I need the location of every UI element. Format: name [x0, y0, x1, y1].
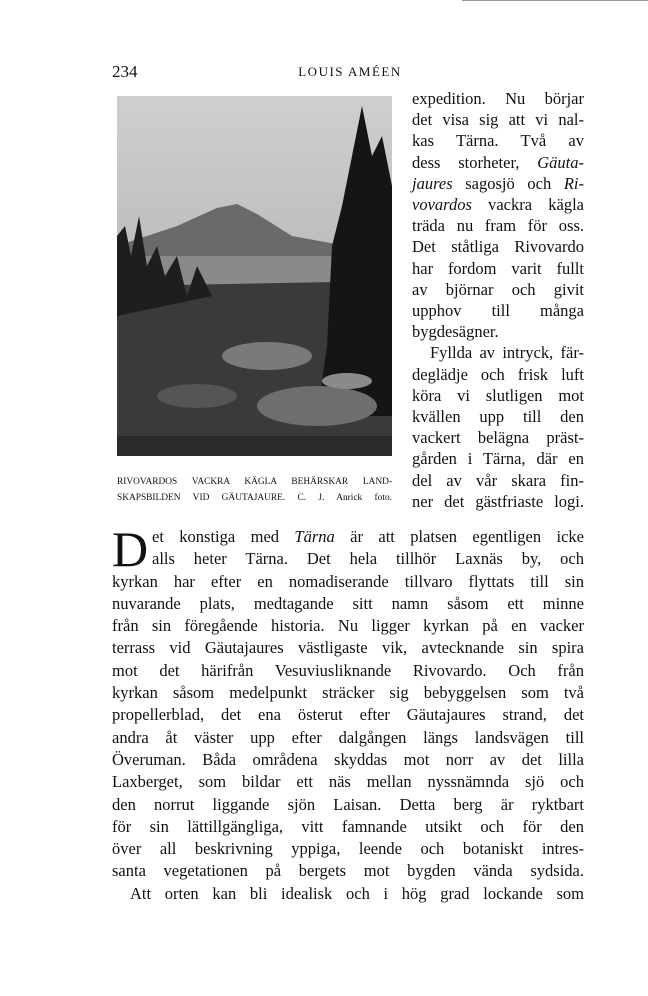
text-line: alls heter Tärna. Det hela tillhör Laxnäs by, och	[152, 549, 584, 569]
running-head: LOUIS AMÉEN	[298, 64, 402, 79]
drop-cap: D	[112, 521, 149, 577]
text-line: kyrkan såsom medelpunkt sträcker sig bebyggelsen som två	[112, 683, 584, 703]
text-line	[412, 173, 584, 194]
text-line: kyrkan har efter en nomadiserande tillvaro flyttats till sin	[112, 571, 584, 591]
text-line: nuvarande plats, medtagande sitt namn såsom ett minne	[112, 593, 584, 613]
scan-edge-line	[462, 0, 648, 1]
text-line: Det ståtliga Rivovardo	[412, 237, 584, 257]
italic-term: Ri-	[563, 173, 585, 193]
text-line	[112, 526, 584, 548]
text-line: det visa sig att vi nal-	[412, 110, 584, 130]
main-paragraph	[112, 521, 584, 905]
text-line	[412, 152, 584, 173]
italic-term: vovardos	[412, 195, 472, 215]
page-number: 234	[112, 62, 138, 81]
text-line: bygdesägner.	[412, 322, 499, 342]
text-line: har fordom varit fullt	[412, 258, 584, 278]
caption-line: SKAPSBILDEN VID GÄUTAJAURE. C. J. Anrick foto.	[117, 493, 392, 503]
text-fragment: är att platsen egentligen icke	[334, 527, 584, 546]
text-line: mot det härifrån Vesuviusliknande Rivovardo. Och från	[112, 660, 584, 680]
text-line: kvällen upp till den	[412, 407, 584, 427]
text-line: träda nu fram för oss.	[412, 216, 584, 236]
italic-term: Tärna	[294, 527, 335, 546]
text-line: Laxberget, som bildar ett näs mellan nyssnämnda sjö och	[112, 772, 584, 792]
text-line: vackert belägna präst-	[412, 428, 584, 448]
text-fragment: et konstiga med	[152, 527, 295, 546]
text-line: för sin lättillgängliga, vitt famnande utsikt och för den	[112, 816, 584, 836]
text-line: Fyllda av intryck, fär-	[430, 343, 584, 363]
text-line: terrass vid Gäutajaures västligaste vik, avtecknande sin spira	[112, 638, 584, 658]
text-line: deglädje och frisk luft	[412, 364, 584, 384]
text-line: från sin föregående historia. Nu ligger kyrkan på en vacker	[112, 616, 584, 636]
text-fragment: sagosjö och	[465, 173, 552, 193]
italic-term: jaures	[412, 173, 453, 193]
text-line: del av vår skara fin-	[412, 470, 584, 490]
text-line: över all beskrivning yppiga, leende och botaniskt intres-	[112, 839, 584, 859]
mountain-photo-illustration	[117, 96, 392, 456]
text-line: Att orten kan bli idealisk och i hög grad lockande som	[130, 883, 584, 903]
text-line: köra vi slutligen mot	[412, 385, 584, 405]
text-line: andra åt väster upp efter dalgången längs landsvägen till	[112, 727, 584, 747]
text-line: av björnar och givit	[412, 279, 584, 299]
text-line: expedition. Nu börjar	[412, 89, 584, 108]
text-line: kas Tärna. Två av	[412, 131, 584, 151]
text-line: ner det gästfriaste logi.	[412, 491, 584, 511]
text-fragment: dess storheter,	[412, 152, 538, 172]
text-line: gården i Tärna, där en	[412, 449, 584, 469]
text-line: Överuman. Båda områdena skyddas mot norr av det lilla	[112, 749, 584, 769]
text-line: upphov till många	[412, 301, 584, 321]
text-fragment: vackra kägla	[488, 195, 584, 215]
landscape-photo	[117, 96, 392, 456]
text-line	[412, 194, 584, 215]
italic-term: Gäuta-	[537, 152, 584, 172]
text-line: propellerblad, det ena österut efter Gäutajaures strand, det	[112, 705, 584, 725]
text-line: santa vegetationen på bergets mot bygden vända sydsida.	[112, 861, 584, 881]
photo-caption	[117, 474, 392, 506]
side-column-text	[412, 88, 584, 512]
caption-line: RIVOVARDOS VACKRA KÄGLA BEHÄRSKAR LAND-	[117, 477, 392, 487]
text-line: den norrut liggande sjön Laisan. Detta berg är ryktbart	[112, 794, 584, 814]
